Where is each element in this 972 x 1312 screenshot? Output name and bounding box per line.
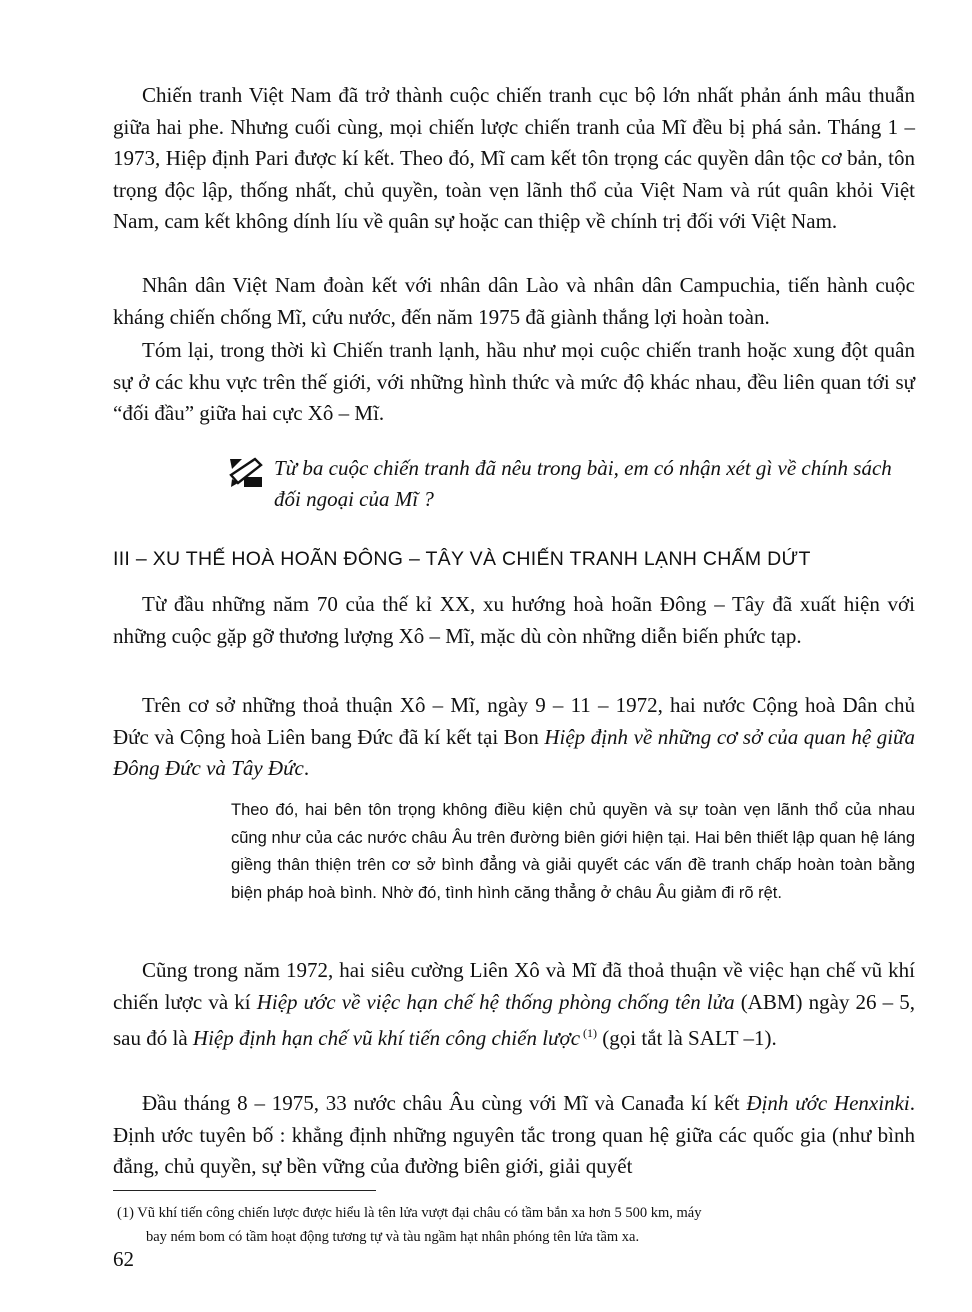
paragraph-end: . <box>303 756 310 780</box>
paragraph-vietnam-war <box>113 80 915 238</box>
treaty-title-abm: Hiệp ước về việc hạn chế hệ thống phòng chống tên lửa <box>256 989 735 1014</box>
paragraph-text: Tóm lại, trong thời kì Chiến tranh lạnh, hầu như mọi cuộc chiến tranh hoặc xung đột quân sự ở các khu vực trên thế giới, với những hình thức và mức độ khác nhau, đều liên quan tới sự “đối đầu” giữa hai cực Xô – Mĩ. <box>113 338 915 425</box>
pencil-question-icon <box>228 455 264 489</box>
treaty-title-salt: Hiệp định hạn chế vũ khí tiến công chiến lược <box>192 1026 581 1050</box>
footnote-divider <box>113 1190 376 1191</box>
paragraph-text: Đầu tháng 8 – 1975, 33 nước châu Âu cùng với Mĩ và Canađa kí kết <box>142 1091 747 1115</box>
paragraph-text: Chiến tranh Việt Nam đã trở thành cuộc chiến tranh cục bộ lớn nhất phản ánh mâu thuẫn giữa hai phe. Nhưng cuối cùng, mọi chiến lược chiến tranh của Mĩ đều bị phá sản. Tháng 1 – 1973, Hiệp định Pari được kí kết. Theo đó, Mĩ cam kết tôn trọng các quyền dân tộc cơ bản, tôn trọng độc lập, thống nhất, chủ quyền, toàn vẹn lãnh thổ của Việt Nam và rút quân khỏi Việt Nam, cam kết không dính líu về quân sự hoặc can thiệp về chính trị đối với Việt Nam. <box>113 83 915 233</box>
agreement-title: Hiệp định về những cơ sở của quan hệ giữa Đông Đức và Tây Đức <box>113 724 916 780</box>
footnote-line: bay ném bom có tầm hoạt động tương tự và tàu ngầm hạt nhân phóng tên lửa tầm xa. <box>146 1229 640 1245</box>
paragraph-bon-agreement <box>113 690 915 785</box>
paragraph-text: Từ đầu những năm 70 của thế kỉ XX, xu hướng hoà hoãn Đông – Tây đã xuất hiện với những cuộc gặp gỡ thương lượng Xô – Mĩ, mặc dù còn những diễn biến phức tạp. <box>113 592 915 648</box>
quote-excerpt: Theo đó, hai bên tôn trọng không điều kiện chủ quyền và sự toàn vẹn lãnh thổ của nhau cũng như của các nước châu Âu trên đường biên giới hiện tại. Hai bên thiết lập quan hệ láng giềng thân thiện trên cơ sở bình đẳng và giải quyết các vấn đề tranh chấp hoàn toàn bằng biện pháp hoà bình. Nhờ đó, tình hình căng thẳng ở châu Âu giảm đi rõ rệt. <box>231 801 915 902</box>
page-number: 62 <box>113 1247 134 1271</box>
section-heading: III – XU THẾ HOÀ HOÃN ĐÔNG – TÂY VÀ CHIẾN TRANH LẠNH CHẤM DỨT <box>113 548 811 570</box>
paragraph-text: (gọi tắt là SALT –1). <box>597 1026 777 1050</box>
footnote <box>117 1201 917 1249</box>
paragraph-text: Cũng trong năm 1972, hai siêu cường Liên Xô và Mĩ đã thoả thuận về việc hạn chế vũ khí chiến lược và kí <box>113 958 915 1014</box>
footnote-ref: (1) <box>580 1026 598 1040</box>
paragraph-text: . Định ước tuyên bố : khẳng định những nguyên tắc trong quan hệ giữa các quốc gia (như bình đẳng, chủ quyền, sự bền vững của đường biên giới, giải quyết <box>113 1091 915 1178</box>
paragraph-text: (ABM) ngày 26 – 5, sau đó là <box>113 989 915 1050</box>
paragraph-resistance <box>113 270 915 333</box>
paragraph-text: Trên cơ sở những thoả thuận Xô – Mĩ, ngày 9 – 11 – 1972, hai nước Cộng hoà Dân chủ Đức và Cộng hoà Liên bang Đức đã kí kết tại Bon <box>113 693 915 749</box>
footnote-line: (1) Vũ khí tiến công chiến lược được hiểu là tên lửa vượt đại châu có tầm bắn xa hơn 5 500 km, máy <box>117 1205 702 1221</box>
paragraph-salt <box>113 955 915 1055</box>
paragraph-summary <box>113 335 915 430</box>
paragraph-helsinki <box>113 1088 915 1183</box>
question-text: Từ ba cuộc chiến tranh đã nêu trong bài, em có nhận xét gì về chính sách đối ngoại của Mĩ ? <box>274 456 892 511</box>
paragraph-text: Nhân dân Việt Nam đoàn kết với nhân dân Lào và nhân dân Campuchia, tiến hành cuộc kháng chiến chống Mĩ, cứu nước, đến năm 1975 đã giành thắng lợi hoàn toàn. <box>113 273 915 329</box>
helsinki-accords-title: Định ước Henxinki <box>746 1091 910 1115</box>
paragraph-detente <box>113 589 915 652</box>
